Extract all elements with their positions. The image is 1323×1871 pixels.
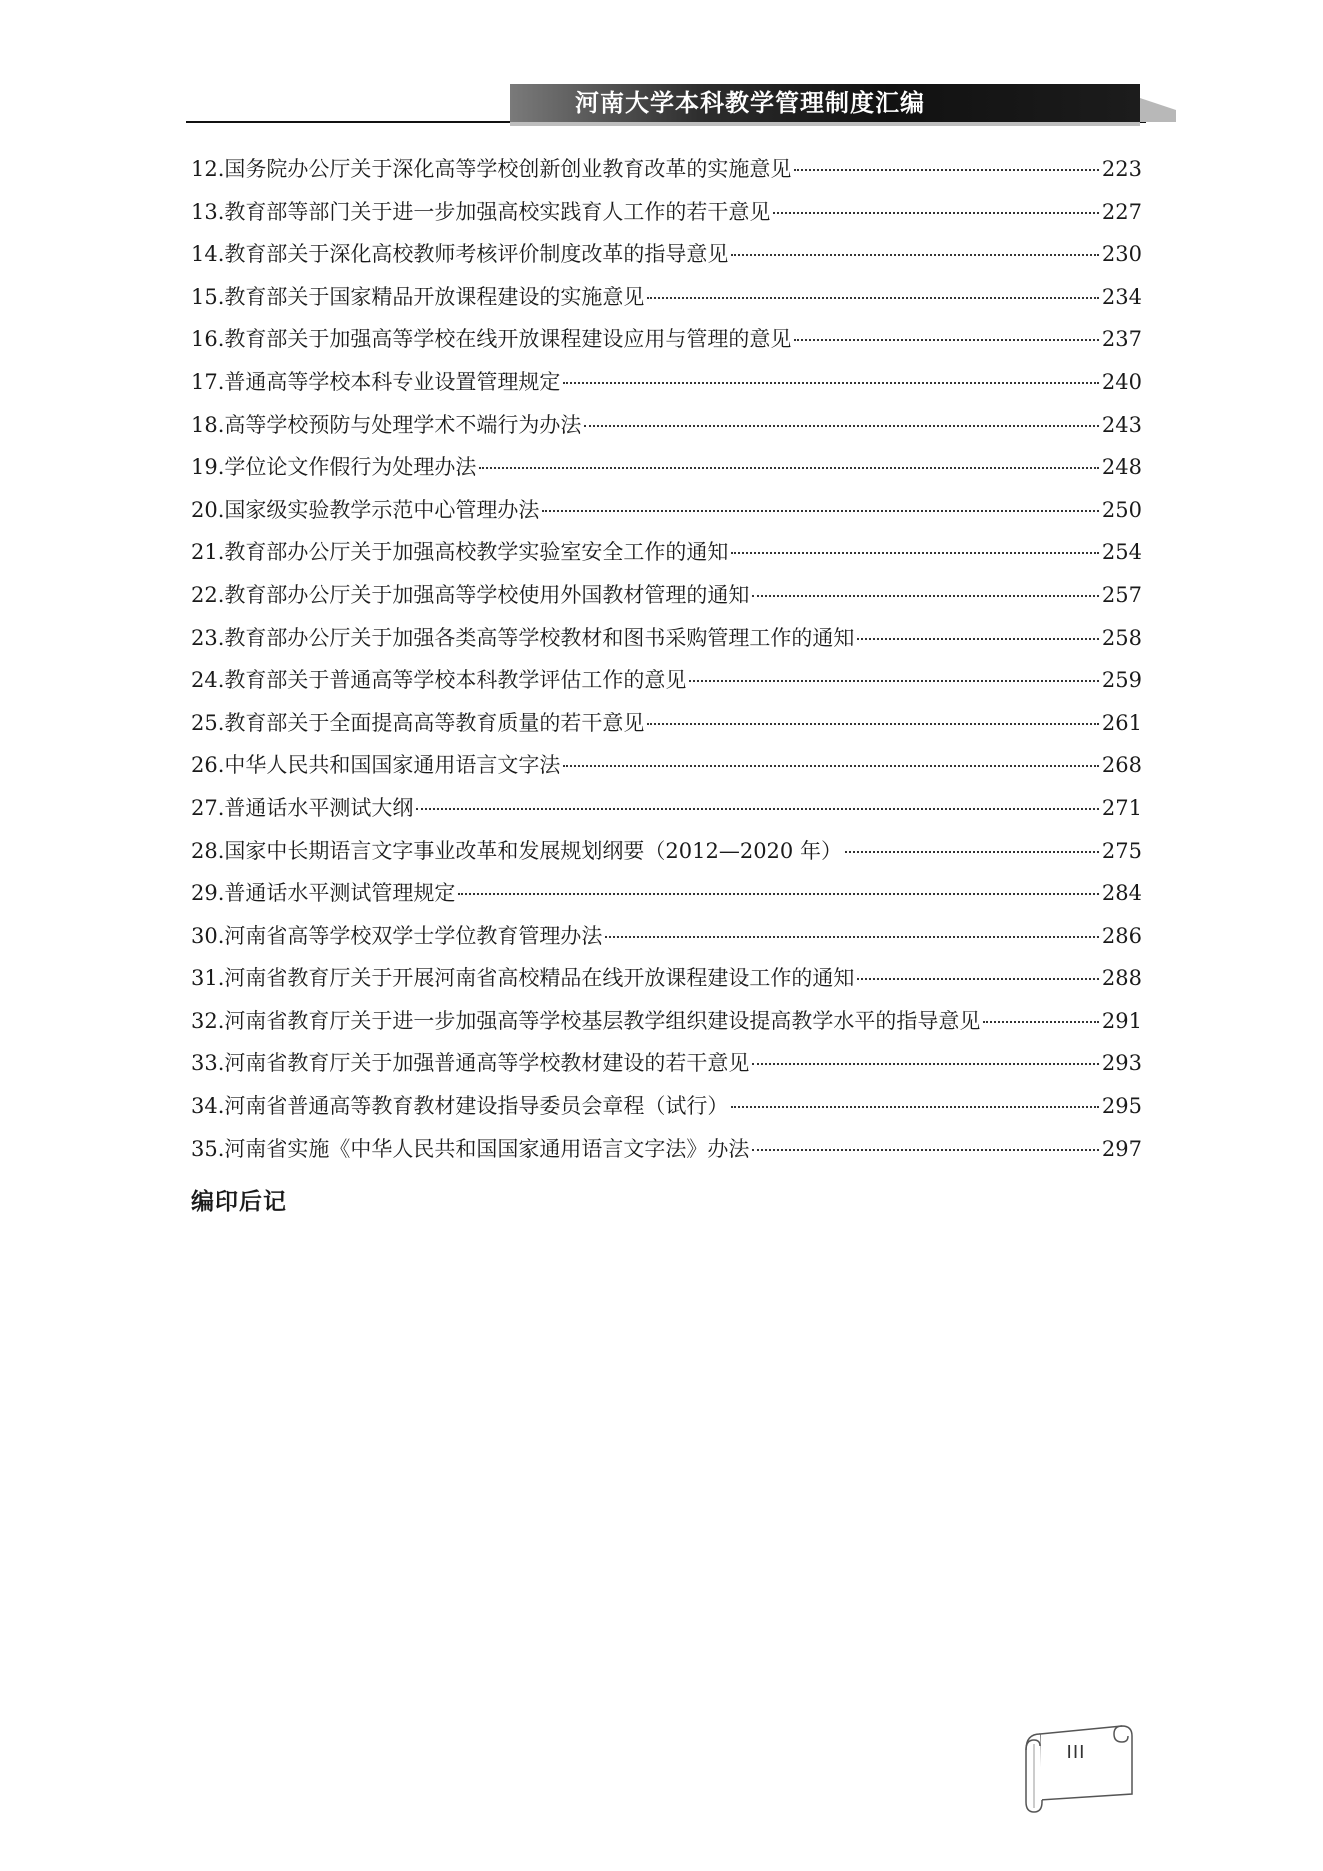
- toc-entry-page: 268: [1101, 753, 1142, 778]
- toc-entry-page: 284: [1101, 881, 1142, 906]
- toc-entry-page: 240: [1101, 369, 1142, 394]
- toc-entry-title: 21.教育部办公厅关于加强高校教学实验室安全工作的通知: [191, 540, 729, 565]
- toc-entry-title: 26.中华人民共和国国家通用语言文字法: [191, 753, 561, 778]
- toc-entry[interactable]: [191, 409, 1142, 452]
- running-header-title: 河南大学本科教学管理制度汇编: [575, 88, 925, 117]
- toc-entry-title: 35.河南省实施《中华人民共和国国家通用语言文字法》办法: [191, 1136, 750, 1161]
- toc-leader-dots: [752, 1063, 1099, 1065]
- toc-leader-dots: [773, 212, 1099, 214]
- toc-leader-dots: [563, 382, 1099, 384]
- toc-entry-page: 295: [1101, 1094, 1142, 1119]
- toc-entry[interactable]: [191, 707, 1142, 750]
- toc-entry-title: 34.河南省普通高等教育教材建设指导委员会章程（试行）: [191, 1094, 729, 1119]
- toc-entry-page: 257: [1101, 582, 1142, 607]
- toc-leader-dots: [584, 425, 1099, 427]
- toc-entry-page: 248: [1101, 455, 1142, 480]
- toc-entry-page: 234: [1101, 284, 1142, 309]
- toc-entry[interactable]: [191, 1133, 1142, 1176]
- toc-entry-title: 31.河南省教育厅关于开展河南省高校精品在线开放课程建设工作的通知: [191, 966, 855, 991]
- toc-entry-page: 291: [1101, 1008, 1142, 1033]
- toc-entry[interactable]: [191, 366, 1142, 409]
- toc-entry[interactable]: [191, 238, 1142, 281]
- toc-entry[interactable]: [191, 536, 1142, 579]
- toc-entry[interactable]: [191, 1090, 1142, 1133]
- toc-entry-page: 227: [1101, 199, 1142, 224]
- toc-leader-dots: [731, 1106, 1099, 1108]
- toc-entry[interactable]: [191, 323, 1142, 366]
- afterword-heading[interactable]: 编印后记: [191, 1189, 287, 1215]
- toc-leader-dots: [845, 851, 1099, 853]
- toc-entry-title: 23.教育部办公厅关于加强各类高等学校教材和图书采购管理工作的通知: [191, 625, 855, 650]
- toc-leader-dots: [857, 638, 1099, 640]
- toc-leader-dots: [794, 169, 1099, 171]
- toc-entry-page: 293: [1101, 1051, 1142, 1076]
- toc-entry[interactable]: [191, 1047, 1142, 1090]
- toc-entry-page: 271: [1101, 795, 1142, 820]
- toc-leader-dots: [731, 254, 1099, 256]
- toc-entry-title: 27.普通话水平测试大纲: [191, 795, 414, 820]
- toc-entry[interactable]: [191, 835, 1142, 878]
- toc-entry[interactable]: [191, 664, 1142, 707]
- toc-entry-page: 286: [1101, 923, 1142, 948]
- toc-entry[interactable]: [191, 749, 1142, 792]
- toc-entry-title: 12.国务院办公厅关于深化高等学校创新创业教育改革的实施意见: [191, 157, 792, 181]
- toc-entry-title: 24.教育部关于普通高等学校本科教学评估工作的意见: [191, 668, 687, 693]
- toc-entry-title: 28.国家中长期语言文字事业改革和发展规划纲要（2012—2020 年）: [191, 838, 842, 863]
- toc-leader-dots: [983, 1021, 1099, 1023]
- toc-entry[interactable]: [191, 196, 1142, 239]
- toc-entry[interactable]: [191, 153, 1142, 196]
- toc-entry-page: 243: [1101, 412, 1142, 437]
- toc-leader-dots: [689, 680, 1099, 682]
- toc-entry[interactable]: [191, 877, 1142, 920]
- toc-leader-dots: [857, 978, 1099, 980]
- toc-entry-title: 22.教育部办公厅关于加强高等学校使用外国教材管理的通知: [191, 582, 750, 607]
- toc-entry-page: 254: [1101, 540, 1142, 565]
- toc-entry-page: 261: [1101, 710, 1142, 735]
- toc-leader-dots: [731, 552, 1099, 554]
- toc-entry[interactable]: [191, 962, 1142, 1005]
- toc-leader-dots: [752, 595, 1099, 597]
- toc-entry-title: 17.普通高等学校本科专业设置管理规定: [191, 369, 561, 394]
- toc-entry-page: 223: [1101, 157, 1142, 181]
- toc-entry[interactable]: [191, 451, 1142, 494]
- toc-entry-page: 237: [1101, 327, 1142, 352]
- toc-entry-page: 259: [1101, 668, 1142, 693]
- toc-leader-dots: [605, 936, 1099, 938]
- toc-leader-dots: [752, 1149, 1099, 1151]
- toc-entry[interactable]: [191, 579, 1142, 622]
- toc-leader-dots: [479, 467, 1099, 469]
- page-number: III: [1066, 1742, 1086, 1763]
- toc-leader-dots: [647, 723, 1099, 725]
- toc-leader-dots: [794, 339, 1099, 341]
- toc-entry-title: 30.河南省高等学校双学士学位教育管理办法: [191, 923, 603, 948]
- toc-entry-title: 18.高等学校预防与处理学术不端行为办法: [191, 412, 582, 437]
- toc-entry-title: 33.河南省教育厅关于加强普通高等学校教材建设的若干意见: [191, 1051, 750, 1076]
- toc-entry[interactable]: [191, 494, 1142, 537]
- toc-leader-dots: [563, 765, 1099, 767]
- toc-entry[interactable]: [191, 622, 1142, 665]
- toc-entry-page: 230: [1101, 242, 1142, 267]
- toc-entry-title: 29.普通话水平测试管理规定: [191, 881, 456, 906]
- toc-entry-title: 19.学位论文作假行为处理办法: [191, 455, 477, 480]
- header-banner-tail: [1140, 98, 1176, 122]
- table-of-contents: [191, 153, 1142, 1175]
- toc-entry-title: 25.教育部关于全面提高高等教育质量的若干意见: [191, 710, 645, 735]
- toc-leader-dots: [458, 893, 1099, 895]
- toc-entry-title: 16.教育部关于加强高等学校在线开放课程建设应用与管理的意见: [191, 327, 792, 352]
- toc-entry-title: 32.河南省教育厅关于进一步加强高等学校基层教学组织建设提高教学水平的指导意见: [191, 1008, 981, 1033]
- toc-leader-dots: [416, 808, 1099, 810]
- toc-entry-page: 275: [1101, 838, 1142, 863]
- toc-leader-dots: [542, 510, 1099, 512]
- toc-entry[interactable]: [191, 920, 1142, 963]
- toc-entry[interactable]: [191, 281, 1142, 324]
- toc-entry-page: 288: [1101, 966, 1142, 991]
- toc-entry-page: 258: [1101, 625, 1142, 650]
- toc-entry-title: 13.教育部等部门关于进一步加强高校实践育人工作的若干意见: [191, 199, 771, 224]
- toc-entry-title: 15.教育部关于国家精品开放课程建设的实施意见: [191, 284, 645, 309]
- toc-leader-dots: [647, 297, 1099, 299]
- toc-entry-title: 20.国家级实验教学示范中心管理办法: [191, 497, 540, 522]
- toc-entry[interactable]: [191, 792, 1142, 835]
- scroll-ornament-icon: [1010, 1716, 1138, 1816]
- toc-entry[interactable]: [191, 1005, 1142, 1048]
- toc-entry-page: 250: [1101, 497, 1142, 522]
- toc-entry-page: 297: [1101, 1136, 1142, 1161]
- toc-entry-title: 14.教育部关于深化高校教师考核评价制度改革的指导意见: [191, 242, 729, 267]
